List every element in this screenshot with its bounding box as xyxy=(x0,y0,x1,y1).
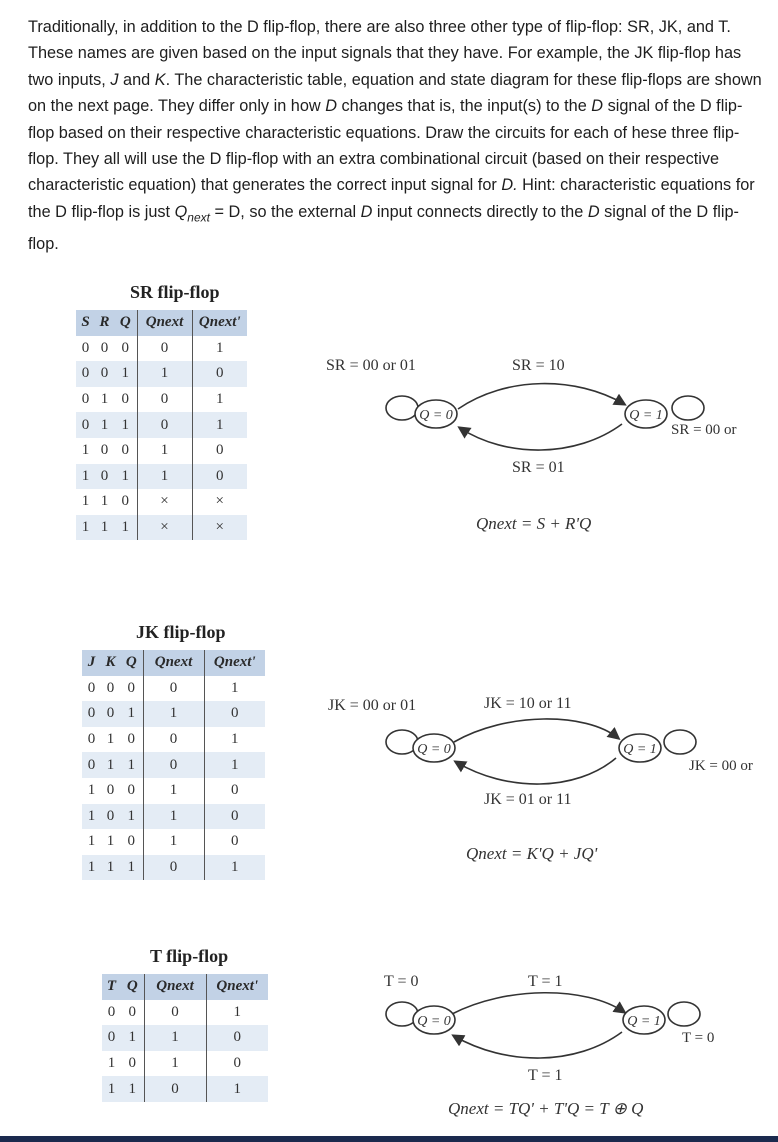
table-row xyxy=(102,1025,268,1051)
bottom-bar xyxy=(0,1136,778,1142)
table-row xyxy=(82,829,265,855)
table-cell: 0 xyxy=(143,855,204,881)
table-cell: 1 xyxy=(204,752,265,778)
sr-state-diagram xyxy=(306,354,766,544)
table-cell: 1 xyxy=(137,361,192,387)
table-cell: 0 xyxy=(204,804,265,830)
table-cell: 0 xyxy=(101,804,120,830)
table-cell: 0 xyxy=(95,361,114,387)
sr-reset-label: SR = 01 xyxy=(512,459,565,476)
intro-text: signal of the D flip-flop. xyxy=(28,202,739,253)
jk-state-diagram xyxy=(306,694,766,884)
jk-self-loop-1 xyxy=(664,730,696,754)
table-header-cell: R xyxy=(95,310,114,336)
table-cell: 1 xyxy=(120,752,143,778)
table-cell: 0 xyxy=(82,727,101,753)
table-row xyxy=(102,1051,268,1077)
jk-set-arrow xyxy=(454,719,618,742)
table-cell: 0 xyxy=(121,1051,144,1077)
sr-hold-right-label: SR = 00 or xyxy=(671,422,737,438)
jk-equation: Qnext = K'Q + JQ' xyxy=(466,844,598,863)
table-cell: 0 xyxy=(101,701,120,727)
t-set-label: T = 1 xyxy=(528,973,563,990)
table-cell: 0 xyxy=(82,752,101,778)
table-cell: 0 xyxy=(143,676,204,702)
table-cell: 0 xyxy=(114,438,137,464)
table-cell: 1 xyxy=(192,336,247,362)
intro-paragraph xyxy=(28,14,763,257)
table-cell: 1 xyxy=(101,855,120,881)
table-cell: 1 xyxy=(76,515,95,541)
table-cell: × xyxy=(192,515,247,541)
table-cell: 0 xyxy=(82,676,101,702)
sr-hold-label: SR = 00 or 01 xyxy=(326,357,416,374)
table-row xyxy=(82,855,265,881)
sr-set-label: SR = 10 xyxy=(512,357,565,374)
table-cell: 0 xyxy=(143,727,204,753)
table-cell: 1 xyxy=(120,855,143,881)
table-cell: 1 xyxy=(95,515,114,541)
table-cell: 1 xyxy=(204,855,265,881)
table-cell: 0 xyxy=(137,387,192,413)
table-row xyxy=(76,387,247,413)
table-header-cell: K xyxy=(101,650,120,676)
table-cell: 0 xyxy=(204,701,265,727)
t-self-loop-1 xyxy=(668,1002,700,1026)
table-row xyxy=(82,778,265,804)
table-cell: 1 xyxy=(192,412,247,438)
table-cell: 1 xyxy=(204,676,265,702)
sr-self-loop-1 xyxy=(672,396,704,420)
jk-reset-arrow xyxy=(456,758,616,784)
table-header-cell: Qnext xyxy=(144,974,206,1000)
t-state-diagram xyxy=(336,972,766,1132)
table-cell: 1 xyxy=(114,515,137,541)
table-cell: 0 xyxy=(192,361,247,387)
table-cell: 0 xyxy=(76,336,95,362)
table-header-cell: Qnext xyxy=(143,650,204,676)
jk-title: JK flip-flop xyxy=(136,622,226,642)
t-hold-label: T = 0 xyxy=(384,973,419,990)
table-cell: 0 xyxy=(101,778,120,804)
table-row xyxy=(102,1076,268,1102)
intro-text: input connects directly to the xyxy=(372,202,588,221)
sr-equation: Qnext = S + R'Q xyxy=(476,514,592,533)
table-cell: 0 xyxy=(192,464,247,490)
table-cell: 1 xyxy=(95,387,114,413)
table-cell: 0 xyxy=(114,336,137,362)
table-header-cell: S xyxy=(76,310,95,336)
intro-text: D. xyxy=(501,176,518,195)
sr-self-loop-0 xyxy=(386,396,418,420)
sr-set-arrow xyxy=(458,384,624,409)
table-row xyxy=(76,464,247,490)
intro-text: and xyxy=(118,70,155,89)
table-cell: 1 xyxy=(95,489,114,515)
sr-state-0-label: Q = 0 xyxy=(419,408,453,423)
table-cell: 1 xyxy=(114,361,137,387)
table-cell: 0 xyxy=(95,336,114,362)
table-cell: 0 xyxy=(204,829,265,855)
flip-flop-figure xyxy=(6,266,772,1134)
jk-set-label: JK = 10 or 11 xyxy=(484,695,572,712)
t-title: T flip-flop xyxy=(150,946,229,966)
table-cell: 1 xyxy=(95,412,114,438)
intro-text: . The characteristic table, equation and state diagram for these flip-flops are shown on the next page. They differ only in how xyxy=(28,70,762,116)
t-state-1-label: Q = 1 xyxy=(627,1014,661,1029)
table-cell: 0 xyxy=(95,438,114,464)
table-cell: 0 xyxy=(204,778,265,804)
table-cell: 0 xyxy=(114,489,137,515)
table-cell: 0 xyxy=(120,676,143,702)
table-cell: 0 xyxy=(76,387,95,413)
intro-text: D xyxy=(325,97,337,116)
table-row xyxy=(82,727,265,753)
sr-reset-arrow xyxy=(460,424,622,450)
table-cell: 1 xyxy=(206,1000,268,1026)
table-cell: 1 xyxy=(121,1025,144,1051)
jk-hold-label: JK = 00 or 01 xyxy=(328,697,417,714)
table-cell: 1 xyxy=(206,1076,268,1102)
table-header-cell: Qnext' xyxy=(206,974,268,1000)
table-cell: 1 xyxy=(144,1025,206,1051)
table-cell: 0 xyxy=(137,412,192,438)
table-cell: 0 xyxy=(192,438,247,464)
table-cell: × xyxy=(192,489,247,515)
table-cell: 1 xyxy=(82,778,101,804)
table-cell: 0 xyxy=(101,676,120,702)
table-cell: 1 xyxy=(143,701,204,727)
table-cell: 0 xyxy=(102,1025,121,1051)
table-cell: 0 xyxy=(120,778,143,804)
table-row xyxy=(76,515,247,541)
table-header-cell: J xyxy=(82,650,101,676)
t-hold-right-label: T = 0 xyxy=(682,1030,715,1046)
table-cell: 1 xyxy=(76,464,95,490)
table-cell: 1 xyxy=(120,804,143,830)
table-row xyxy=(76,438,247,464)
table-cell: 1 xyxy=(204,727,265,753)
intro-text: Traditionally, in addition to the D flip-flop, there are also three other type of flip-flop: SR, JK, and T. These names are given based on the input signals that they have. For example, the JK flip-flop has two inputs, xyxy=(28,18,742,89)
table-cell: 1 xyxy=(137,464,192,490)
intro-text: changes that is, the input(s) to the xyxy=(336,97,592,116)
table-cell: 1 xyxy=(143,829,204,855)
table-cell: 1 xyxy=(101,829,120,855)
table-cell: 0 xyxy=(121,1000,144,1026)
table-row xyxy=(82,676,265,702)
qnext-symbol: $Q_{next}$ xyxy=(174,202,210,225)
table-cell: 1 xyxy=(121,1076,144,1102)
table-cell: 0 xyxy=(120,829,143,855)
table-cell: 0 xyxy=(95,464,114,490)
intro-text: D xyxy=(591,97,604,116)
intro-text: signal of the D flip-flop based on their respective characteristic equations. Draw the circuits for each of hese three flip-flop. They all will use the D flip-flop with an extra combinational circuit (based on their respective characteristic equation) that generates the correct input signal for xyxy=(28,97,743,195)
t-set-arrow xyxy=(452,993,624,1014)
t-truth-table xyxy=(102,974,268,1102)
jk-state-1-label: Q = 1 xyxy=(623,742,657,757)
jk-hold-right-label: JK = 00 or xyxy=(689,758,753,774)
table-cell: 0 xyxy=(102,1000,121,1026)
table-cell: 0 xyxy=(120,727,143,753)
table-cell: 1 xyxy=(114,412,137,438)
table-cell: 0 xyxy=(143,752,204,778)
table-row xyxy=(102,1000,268,1026)
table-cell: 0 xyxy=(76,412,95,438)
table-row xyxy=(82,804,265,830)
table-row xyxy=(76,336,247,362)
table-cell: 1 xyxy=(82,855,101,881)
table-cell: 0 xyxy=(82,701,101,727)
table-cell: 1 xyxy=(114,464,137,490)
table-cell: 1 xyxy=(82,829,101,855)
table-row xyxy=(76,412,247,438)
table-cell: 1 xyxy=(76,489,95,515)
table-cell: 1 xyxy=(120,701,143,727)
table-header-cell: Qnext' xyxy=(192,310,247,336)
table-header-row xyxy=(102,974,268,1000)
table-header-cell: Qnext xyxy=(137,310,192,336)
sr-state-1-label: Q = 1 xyxy=(629,408,663,423)
table-cell: 1 xyxy=(192,387,247,413)
table-cell: 0 xyxy=(114,387,137,413)
t-reset-label: T = 1 xyxy=(528,1067,563,1084)
table-cell: 1 xyxy=(82,804,101,830)
sr-truth-table xyxy=(76,310,247,540)
table-header-cell: Qnext' xyxy=(204,650,265,676)
sr-title: SR flip-flop xyxy=(130,282,220,302)
table-cell: 1 xyxy=(102,1051,121,1077)
intro-text: D xyxy=(360,202,373,221)
jk-truth-table xyxy=(82,650,265,880)
table-header-cell: T xyxy=(102,974,121,1000)
table-cell: 0 xyxy=(76,361,95,387)
table-cell: 1 xyxy=(143,778,204,804)
intro-text: K xyxy=(154,70,166,89)
table-row xyxy=(82,752,265,778)
table-cell: 1 xyxy=(101,727,120,753)
table-cell: 1 xyxy=(102,1076,121,1102)
table-header-cell: Q xyxy=(120,650,143,676)
table-row xyxy=(82,701,265,727)
jk-reset-label: JK = 01 or 11 xyxy=(484,791,572,808)
table-cell: 1 xyxy=(143,804,204,830)
t-reset-arrow xyxy=(454,1032,622,1058)
jk-state-0-label: Q = 0 xyxy=(417,742,451,757)
table-row xyxy=(76,361,247,387)
intro-text: J xyxy=(110,70,119,89)
table-cell: 1 xyxy=(144,1051,206,1077)
table-cell: 1 xyxy=(137,438,192,464)
table-cell: 0 xyxy=(144,1000,206,1026)
table-header-row xyxy=(76,310,247,336)
intro-text: = D, so the external xyxy=(209,202,361,221)
table-header-cell: Q xyxy=(114,310,137,336)
table-cell: 0 xyxy=(206,1025,268,1051)
table-cell: 0 xyxy=(144,1076,206,1102)
table-header-cell: Q xyxy=(121,974,144,1000)
intro-text: Hint: characteristic equations for the D flip-flop is just xyxy=(28,176,755,221)
t-equation: Qnext = TQ' + T'Q = T ⊕ Q xyxy=(448,1099,644,1118)
t-state-0-label: Q = 0 xyxy=(417,1014,451,1029)
table-cell: 0 xyxy=(206,1051,268,1077)
table-row xyxy=(76,489,247,515)
table-header-row xyxy=(82,650,265,676)
table-cell: × xyxy=(137,515,192,541)
table-cell: 1 xyxy=(76,438,95,464)
table-cell: × xyxy=(137,489,192,515)
table-cell: 0 xyxy=(137,336,192,362)
table-cell: 1 xyxy=(101,752,120,778)
intro-text: D xyxy=(587,202,600,221)
